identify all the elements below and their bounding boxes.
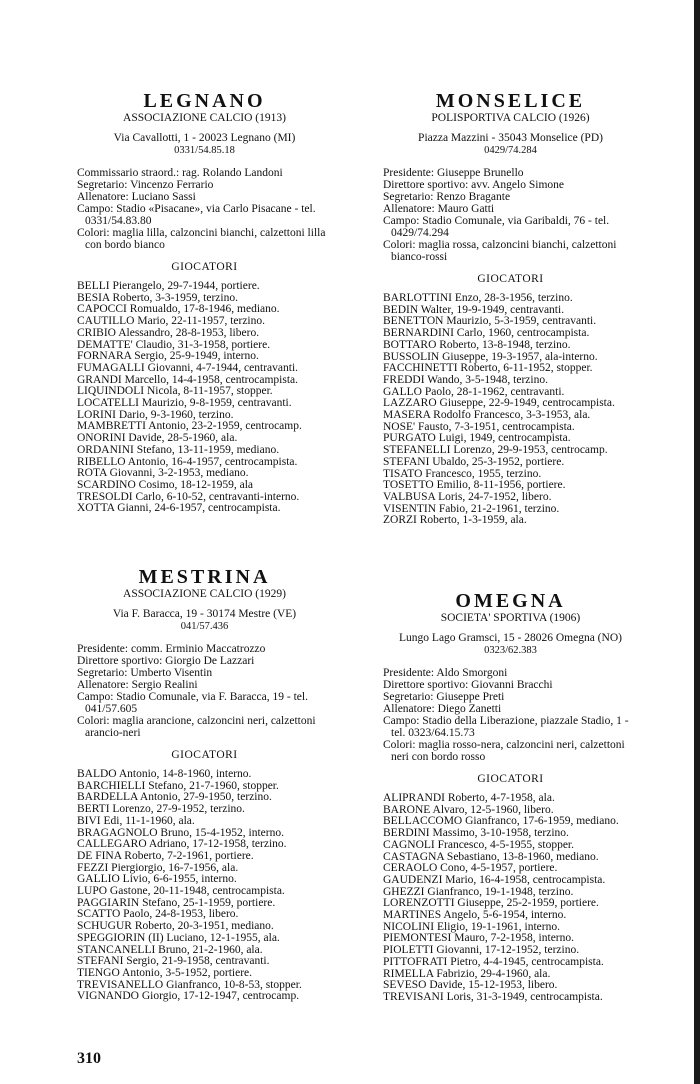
player-entry: LUPO Gastone, 20-11-1948, centrocampista. [77, 885, 285, 898]
info-line: Direttore sportivo: Giorgio De Lazzari [77, 655, 255, 667]
team-address: Lungo Lago Gramsci, 15 - 28026 Omegna (NO) [399, 632, 622, 644]
player-entry: CERAOLO Cono, 4-5-1957, portiere. [383, 862, 558, 875]
player-entry: XOTTA Gianni, 24-6-1957, centrocampista. [77, 502, 281, 515]
info-line: Segretario: Renzo Bragante [383, 191, 511, 203]
player-entry: BOTTARO Roberto, 13-8-1948, terzino. [383, 338, 571, 351]
player-entry: GALLO Paolo, 28-1-1962, centravanti. [383, 385, 565, 398]
player-entry: PIEMONTESI Mauro, 7-2-1958, interno. [383, 932, 575, 945]
player-entry: BESIA Roberto, 3-3-1959, terzino. [77, 291, 238, 304]
team-subtitle: ASSOCIAZIONE CALCIO (1913) [123, 112, 286, 124]
info-line: Segretario: Vincenzo Ferrario [77, 179, 214, 191]
player-entry: BARDELLA Antonio, 27-9-1950, terzino. [77, 791, 272, 804]
info-line: Colori: maglia lilla, calzoncini bianchi, calzettoni lilla con bordo bianco [77, 227, 326, 251]
player-entry: GHEZZI Gianfranco, 19-1-1948, terzino. [383, 885, 574, 898]
player-entry: BARLOTTINI Enzo, 28-3-1956, terzino. [383, 292, 573, 304]
player-entry: BERDINI Massimo, 3-10-1958, terzino. [383, 827, 569, 840]
player-entry: GRANDI Marcello, 14-4-1958, centrocampista. [77, 373, 298, 386]
player-entry: ZORZI Roberto, 1-3-1959, ala. [383, 514, 527, 527]
team-info [77, 167, 332, 251]
team-name: MONSELICE [435, 90, 586, 112]
player-entry: DEMATTE' Claudio, 31-3-1958, portiere. [77, 338, 271, 351]
player-entry: SPEGGIORIN (II) Luciano, 12-1-1955, ala. [77, 931, 280, 944]
team-name: LEGNANO [143, 90, 266, 112]
player-entry: TIENGO Antonio, 3-5-1952, portiere. [77, 966, 253, 979]
team-address: Via Cavallotti, 1 - 20023 Legnano (MI) [113, 132, 296, 144]
player-entry: STEFANI Sergio, 21-9-1958, centravanti. [77, 955, 270, 968]
player-entry: FORNARA Sergio, 25-9-1949, interno. [77, 350, 259, 363]
player-entry: LIQUINDOLI Nicola, 8-11-1957, stopper. [77, 385, 273, 398]
player-entry: BIVI Edi, 11-1-1960, ala. [77, 814, 195, 827]
player-entry: ALIPRANDI Roberto, 4-7-1958, ala. [383, 792, 555, 804]
info-line: Segretario: Umberto Visentin [77, 667, 213, 679]
player-entry: NICOLINI Eligio, 19-1-1961, interno. [383, 920, 560, 933]
info-line: Campo: Stadio Comunale, via Garibaldi, 76 - tel. 0429/74.294 [383, 215, 610, 239]
player-entry: VISENTIN Fabio, 21-2-1961, terzino. [383, 502, 560, 515]
player-entry: VIGNANDO Giorgio, 17-12-1947, centrocamp. [77, 990, 300, 1003]
team-subtitle: POLISPORTIVA CALCIO (1926) [431, 112, 590, 124]
page-number: 310 [77, 1050, 101, 1067]
info-line: Commissario straord.: rag. Rolando Landoni [77, 167, 283, 179]
player-entry: BUSSOLIN Giuseppe, 19-3-1957, ala-interno. [383, 350, 598, 363]
players-heading: GIOCATORI [171, 749, 238, 761]
player-entry: TREVISANI Loris, 31-3-1949, centrocampista. [383, 990, 603, 1003]
players-list [77, 769, 332, 1003]
info-line: Presidente: Aldo Smorgoni [383, 667, 508, 679]
player-entry: TISATO Francesco, 1955, terzino. [383, 467, 542, 480]
player-entry: BRAGAGNOLO Bruno, 15-4-1952, interno. [77, 826, 284, 839]
team-info [77, 643, 332, 739]
player-entry: CAPOCCI Romualdo, 17-8-1946, mediano. [77, 303, 280, 316]
info-line: Campo: Stadio della Liberazione, piazzale Stadio, 1 - tel. 0323/64.15.73 [383, 715, 629, 739]
info-line: Segretario: Giuseppe Preti [383, 691, 505, 703]
player-entry: STEFANI Ubaldo, 25-3-1952, portiere. [383, 455, 565, 468]
player-entry: NOSE' Fausto, 7-3-1951, centrocampista. [383, 420, 575, 433]
team-subtitle: ASSOCIAZIONE CALCIO (1929) [123, 588, 286, 600]
team-block-omegna [383, 590, 638, 1004]
info-line: Direttore sportivo: avv. Angelo Simone [383, 179, 564, 191]
info-line: Colori: maglia rossa, calzoncini bianchi, calzettoni bianco-rossi [383, 239, 617, 263]
player-entry: LOCATELLI Maurizio, 9-8-1959, centravanti. [77, 397, 292, 410]
players-list [77, 281, 332, 515]
player-entry: LORENZOTTI Giuseppe, 25-2-1959, portiere. [383, 897, 599, 910]
players-heading: GIOCATORI [477, 773, 544, 785]
player-entry: SEVESO Davide, 15-12-1953, libero. [383, 979, 558, 992]
player-entry: ONORINI Davide, 28-5-1960, ala. [77, 432, 238, 445]
info-line: Allenatore: Luciano Sassi [77, 191, 196, 203]
player-entry: LAZZARO Giuseppe, 22-9-1949, centrocampista. [383, 397, 615, 410]
player-entry: TRESOLDI Carlo, 6-10-52, centravanti-interno. [77, 490, 300, 503]
player-entry: STANCANELLI Bruno, 21-2-1960, ala. [77, 943, 263, 956]
player-entry: PITTOFRATI Pietro, 4-4-1945, centrocampista. [383, 955, 604, 968]
player-entry: FEZZI Piergiorgio, 16-7-1956, ala. [77, 861, 239, 874]
player-entry: SCARDINO Cosimo, 18-12-1959, ala [77, 478, 254, 491]
player-entry: BEDIN Walter, 19-9-1949, centravanti. [383, 303, 565, 316]
info-line: Campo: Stadio «Pisacane», via Carlo Pisacane - tel. 0331/54.83.80 [77, 203, 316, 227]
player-entry: FUMAGALLI Giovanni, 4-7-1944, centravanti. [77, 361, 299, 374]
player-entry: DE FINA Roberto, 7-2-1961, portiere. [77, 849, 254, 862]
player-entry: CALLEGARO Adriano, 17-12-1958, terzino. [77, 838, 287, 851]
players-heading: GIOCATORI [477, 273, 544, 285]
page-edge-shadow [694, 0, 700, 1084]
team-name: OMEGNA [455, 590, 566, 612]
player-entry: LORINI Dario, 9-3-1960, terzino. [77, 408, 234, 421]
info-line: Allenatore: Diego Zanetti [383, 703, 502, 715]
player-entry: BARONE Alvaro, 12-5-1960, libero. [383, 803, 554, 816]
player-entry: SCATTO Paolo, 24-8-1953, libero. [77, 908, 239, 921]
player-entry: TOSETTO Emilio, 8-11-1956, portiere. [383, 479, 566, 492]
player-entry: CRIBIO Alessandro, 28-8-1953, libero. [77, 326, 260, 339]
team-subtitle: SOCIETA' SPORTIVA (1906) [440, 612, 581, 624]
team-phone: 0331/54.85.18 [174, 145, 235, 156]
player-entry: STEFANELLI Lorenzo, 29-9-1953, centrocamp. [383, 444, 608, 457]
info-line: Campo: Stadio Comunale, via F. Baracca, 19 - tel. 041/57.605 [77, 691, 308, 715]
player-entry: BENETTON Maurizio, 5-3-1959, centravanti. [383, 315, 597, 328]
team-address: Piazza Mazzini - 35043 Monselice (PD) [418, 132, 603, 144]
team-block-mestrina [77, 566, 332, 1003]
team-phone: 0323/62.383 [484, 645, 537, 656]
players-heading: GIOCATORI [171, 261, 238, 273]
player-entry: BELLI Pierangelo, 29-7-1944, portiere. [77, 280, 260, 292]
info-line: Allenatore: Mauro Gatti [383, 203, 495, 215]
team-address: Via F. Baracca, 19 - 30174 Mestre (VE) [112, 608, 297, 620]
player-entry: GALLIO Livio, 6-6-1955, interno. [77, 873, 237, 886]
player-entry: VALBUSA Loris, 24-7-1952, libero. [383, 490, 552, 503]
player-entry: PAGGIARIN Stefano, 25-1-1959, portiere. [77, 896, 276, 909]
info-line: Allenatore: Sergio Realini [77, 679, 198, 691]
team-name: MESTRINA [138, 566, 271, 588]
player-entry: BERTI Lorenzo, 27-9-1952, terzino. [77, 803, 245, 816]
player-entry: RIMELLA Fabrizio, 29-4-1960, ala. [383, 967, 551, 980]
player-entry: GAUDENZI Mario, 16-4-1958, centrocampista. [383, 873, 606, 886]
info-line: Presidente: comm. Erminio Maccatrozzo [77, 643, 266, 655]
player-entry: MASERA Rodolfo Francesco, 3-3-1953, ala. [383, 409, 591, 422]
player-entry: SCHUGUR Roberto, 20-3-1951, mediano. [77, 920, 274, 933]
player-entry: FREDDI Wando, 3-5-1948, terzino. [383, 373, 548, 386]
player-entry: BARCHIELLI Stefano, 21-7-1960, stopper. [77, 779, 279, 792]
player-entry: ROTA Giovanni, 3-2-1953, mediano. [77, 467, 249, 480]
player-entry: CAGNOLI Francesco, 4-5-1955, stopper. [383, 838, 574, 851]
team-info [383, 167, 638, 263]
team-phone: 0429/74.284 [484, 145, 537, 156]
team-block-legnano [77, 90, 332, 515]
player-entry: TREVISANELLO Gianfranco, 10-8-53, stopper. [77, 978, 302, 991]
player-entry: PURGATO Luigi, 1949, centrocampista. [383, 432, 571, 445]
info-line: Colori: maglia rosso-nera, calzoncini neri, calzettoni neri con bordo rosso [383, 739, 625, 763]
team-phone: 041/57.436 [180, 621, 229, 632]
info-line: Colori: maglia arancione, calzoncini neri, calzettoni arancio-neri [77, 715, 316, 739]
info-line: Presidente: Giuseppe Brunello [383, 167, 524, 179]
player-entry: FACCHINETTI Roberto, 6-11-1952, stopper. [383, 362, 593, 375]
player-entry: MARTINES Angelo, 5-6-1954, interno. [383, 909, 567, 922]
player-entry: BALDO Antonio, 14-8-1960, interno. [77, 768, 252, 780]
player-entry: BERNARDINI Carlo, 1960, centrocampista. [383, 327, 590, 340]
player-entry: PIOLETTI Giovanni, 17-12-1952, terzino. [383, 944, 580, 957]
player-entry: MAMBRETTI Antonio, 23-2-1959, centrocamp. [77, 420, 302, 433]
player-entry: CAUTILLO Mario, 22-11-1957, terzino. [77, 315, 266, 328]
players-list [383, 293, 638, 527]
player-entry: RIBELLO Antonio, 16-4-1957, centrocampista. [77, 455, 298, 468]
player-entry: ORDANINI Stefano, 13-11-1959, mediano. [77, 443, 280, 456]
team-block-monselice [383, 90, 638, 527]
team-info [383, 667, 638, 763]
info-line: Direttore sportivo: Giovanni Bracchi [383, 679, 553, 691]
player-entry: CASTAGNA Sebastiano, 13-8-1960, mediano. [383, 850, 599, 863]
players-list [383, 793, 638, 1004]
player-entry: BELLACCOMO Gianfranco, 17-6-1959, mediano. [383, 815, 619, 828]
